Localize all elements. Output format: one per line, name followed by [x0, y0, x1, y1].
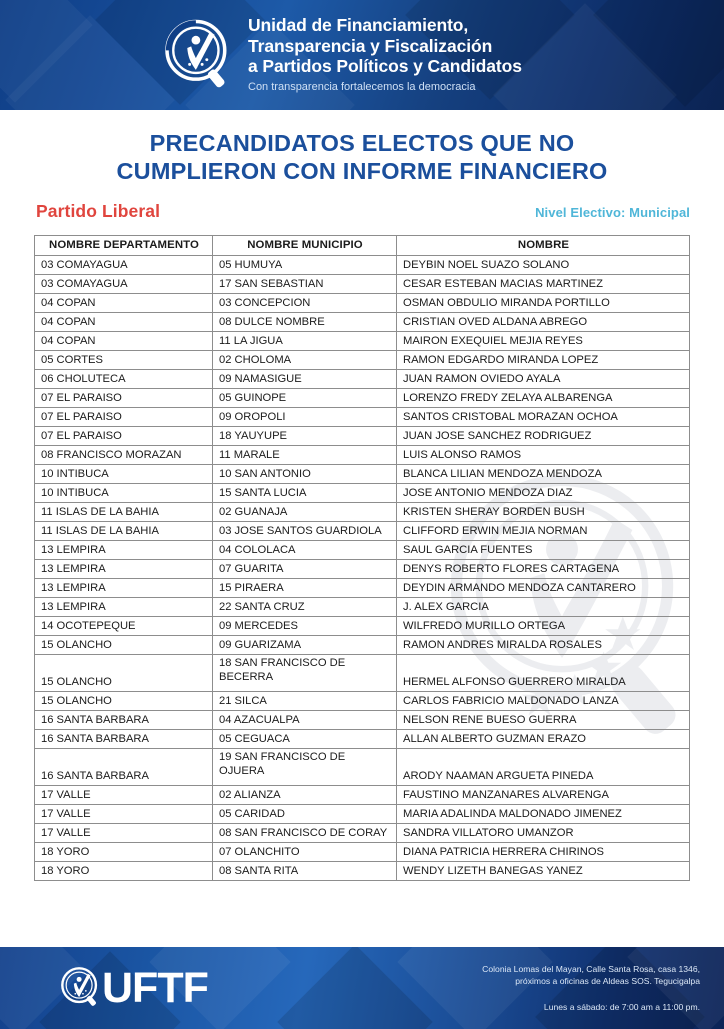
cell-municipio: 02 CHOLOMA [213, 351, 397, 370]
table-row [35, 503, 690, 522]
footer-contact [482, 963, 700, 1013]
footer-address-line-1: Colonia Lomas del Mayan, Calle Santa Rosa, casa 1346, [482, 964, 700, 974]
table-row [35, 786, 690, 805]
table-row [35, 711, 690, 730]
cell-nombre: SAUL GARCIA FUENTES [397, 541, 690, 560]
page-title-line-2: CUMPLIERON CON INFORME FINANCIERO [116, 158, 608, 184]
page-body [0, 115, 724, 947]
table-row [35, 824, 690, 843]
cell-nombre: DENYS ROBERTO FLORES CARTAGENA [397, 560, 690, 579]
cell-nombre: WENDY LIZETH BANEGAS YANEZ [397, 862, 690, 881]
table-row [35, 389, 690, 408]
cell-nombre: DEYDIN ARMANDO MENDOZA CANTARERO [397, 579, 690, 598]
cell-municipio: 09 NAMASIGUE [213, 370, 397, 389]
cell-departamento: 04 COPAN [35, 332, 213, 351]
page-title-line-1: PRECANDIDATOS ELECTOS QUE NO [149, 130, 575, 156]
header-title-line-2: Transparencia y Fiscalización [248, 35, 493, 56]
cell-departamento: 13 LEMPIRA [35, 598, 213, 617]
cell-municipio: 02 GUANAJA [213, 503, 397, 522]
cell-departamento: 04 COPAN [35, 313, 213, 332]
cell-departamento: 15 OLANCHO [35, 655, 213, 692]
table-row [35, 427, 690, 446]
cell-departamento: 08 FRANCISCO MORAZAN [35, 446, 213, 465]
cell-departamento: 10 INTIBUCA [35, 484, 213, 503]
cell-nombre: CRISTIAN OVED ALDANA ABREGO [397, 313, 690, 332]
cell-nombre: JUAN JOSE SANCHEZ RODRIGUEZ [397, 427, 690, 446]
cell-departamento: 03 COMAYAGUA [35, 275, 213, 294]
table-row [35, 484, 690, 503]
header-tagline: Con transparencia fortalecemos la democracia [248, 80, 476, 93]
cell-municipio: 03 CONCEPCION [213, 294, 397, 313]
cell-municipio: 04 AZACUALPA [213, 711, 397, 730]
table-row [35, 843, 690, 862]
table-row [35, 294, 690, 313]
table-row [35, 351, 690, 370]
table-row [35, 805, 690, 824]
magnifier-check-person-logo [160, 16, 238, 94]
footer-brand-name: UFTF [102, 964, 208, 1012]
cell-nombre: KRISTEN SHERAY BORDEN BUSH [397, 503, 690, 522]
cell-departamento: 11 ISLAS DE LA BAHIA [35, 522, 213, 541]
cell-nombre: LORENZO FREDY ZELAYA ALBARENGA [397, 389, 690, 408]
table-row [35, 370, 690, 389]
cell-nombre: SANDRA VILLATORO UMANZOR [397, 824, 690, 843]
cell-nombre: MARIA ADALINDA MALDONADO JIMENEZ [397, 805, 690, 824]
cell-departamento: 13 LEMPIRA [35, 541, 213, 560]
precandidates-table [34, 235, 690, 881]
cell-departamento: 11 ISLAS DE LA BAHIA [35, 503, 213, 522]
cell-municipio: 18 YAUYUPE [213, 427, 397, 446]
cell-nombre: CARLOS FABRICIO MALDONADO LANZA [397, 692, 690, 711]
table-row [35, 692, 690, 711]
table-row [35, 275, 690, 294]
cell-nombre: ARODY NAAMAN ARGUETA PINEDA [397, 749, 690, 786]
cell-municipio: 07 GUARITA [213, 560, 397, 579]
election-level-label: Nivel Electivo: Municipal [535, 205, 690, 220]
cell-departamento: 05 CORTES [35, 351, 213, 370]
cell-nombre: BLANCA LILIAN MENDOZA MENDOZA [397, 465, 690, 484]
cell-municipio: 11 LA JIGUA [213, 332, 397, 351]
cell-departamento: 07 EL PARAISO [35, 427, 213, 446]
table-row [35, 655, 690, 692]
cell-departamento: 14 OCOTEPEQUE [35, 617, 213, 636]
cell-nombre: JUAN RAMON OVIEDO AYALA [397, 370, 690, 389]
cell-municipio: 11 MARALE [213, 446, 397, 465]
header-title-line-3: a Partidos Políticos y Candidatos [248, 56, 522, 77]
cell-nombre: OSMAN OBDULIO MIRANDA PORTILLO [397, 294, 690, 313]
cell-departamento: 13 LEMPIRA [35, 579, 213, 598]
cell-departamento: 03 COMAYAGUA [35, 256, 213, 275]
cell-nombre: DEYBIN NOEL SUAZO SOLANO [397, 256, 690, 275]
cell-municipio: 21 SILCA [213, 692, 397, 711]
table-header-row [35, 236, 690, 256]
cell-municipio: 05 HUMUYA [213, 256, 397, 275]
footer-address-line-2: próximos a oficinas de Aldeas SOS. Tegucigalpa [515, 976, 700, 986]
cell-nombre: ALLAN ALBERTO GUZMAN ERAZO [397, 730, 690, 749]
cell-departamento: 06 CHOLUTECA [35, 370, 213, 389]
table-row [35, 408, 690, 427]
column-header-nombre: NOMBRE [397, 236, 690, 256]
footer-hours: Lunes a sábado: de 7:00 am a 11:00 pm. [543, 1002, 700, 1012]
cell-nombre: WILFREDO MURILLO ORTEGA [397, 617, 690, 636]
page-header [0, 0, 724, 110]
cell-municipio: 04 COLOLACA [213, 541, 397, 560]
subtitle-row [0, 185, 724, 222]
table-row [35, 598, 690, 617]
table-row [35, 256, 690, 275]
party-label: Partido Liberal [36, 201, 161, 221]
cell-departamento: 15 OLANCHO [35, 692, 213, 711]
table-row [35, 465, 690, 484]
table-row [35, 332, 690, 351]
cell-nombre: JOSE ANTONIO MENDOZA DIAZ [397, 484, 690, 503]
cell-municipio: 08 SANTA RITA [213, 862, 397, 881]
cell-municipio: 09 GUARIZAMA [213, 636, 397, 655]
cell-nombre: DIANA PATRICIA HERRERA CHIRINOS [397, 843, 690, 862]
cell-municipio: 08 SAN FRANCISCO DE CORAY [213, 824, 397, 843]
table-row [35, 541, 690, 560]
cell-nombre: SANTOS CRISTOBAL MORAZAN OCHOA [397, 408, 690, 427]
cell-municipio: 15 SANTA LUCIA [213, 484, 397, 503]
table-row [35, 730, 690, 749]
column-header-departamento: NOMBRE DEPARTAMENTO [35, 236, 213, 256]
table-body [35, 256, 690, 881]
cell-municipio: 10 SAN ANTONIO [213, 465, 397, 484]
cell-departamento: 15 OLANCHO [35, 636, 213, 655]
cell-departamento: 17 VALLE [35, 824, 213, 843]
cell-nombre: RAMON EDGARDO MIRANDA LOPEZ [397, 351, 690, 370]
cell-municipio: 19 SAN FRANCISCO DE OJUERA [213, 749, 397, 786]
cell-departamento: 04 COPAN [35, 294, 213, 313]
table-row [35, 522, 690, 541]
footer-brand [58, 964, 208, 1012]
table-container [0, 222, 724, 881]
cell-municipio: 05 GUINOPE [213, 389, 397, 408]
magnifier-check-person-logo [58, 964, 106, 1012]
cell-municipio: 05 CARIDAD [213, 805, 397, 824]
cell-municipio: 17 SAN SEBASTIAN [213, 275, 397, 294]
cell-nombre: J. ALEX GARCIA [397, 598, 690, 617]
cell-municipio: 09 OROPOLI [213, 408, 397, 427]
table-row [35, 579, 690, 598]
cell-nombre: NELSON RENE BUESO GUERRA [397, 711, 690, 730]
cell-municipio: 05 CEGUACA [213, 730, 397, 749]
cell-departamento: 07 EL PARAISO [35, 408, 213, 427]
cell-municipio: 03 JOSE SANTOS GUARDIOLA [213, 522, 397, 541]
cell-departamento: 16 SANTA BARBARA [35, 730, 213, 749]
cell-municipio: 15 PIRAERA [213, 579, 397, 598]
table-row [35, 749, 690, 786]
cell-departamento: 10 INTIBUCA [35, 465, 213, 484]
cell-departamento: 16 SANTA BARBARA [35, 749, 213, 786]
cell-departamento: 13 LEMPIRA [35, 560, 213, 579]
cell-municipio: 08 DULCE NOMBRE [213, 313, 397, 332]
cell-nombre: FAUSTINO MANZANARES ALVARENGA [397, 786, 690, 805]
cell-municipio: 07 OLANCHITO [213, 843, 397, 862]
cell-municipio: 22 SANTA CRUZ [213, 598, 397, 617]
column-header-municipio: NOMBRE MUNICIPIO [213, 236, 397, 256]
table-row [35, 617, 690, 636]
page-footer [0, 947, 724, 1029]
cell-departamento: 18 YORO [35, 862, 213, 881]
cell-municipio: 02 ALIANZA [213, 786, 397, 805]
cell-departamento: 17 VALLE [35, 805, 213, 824]
cell-nombre: HERMEL ALFONSO GUERRERO MIRALDA [397, 655, 690, 692]
cell-departamento: 18 YORO [35, 843, 213, 862]
cell-departamento: 07 EL PARAISO [35, 389, 213, 408]
cell-municipio: 18 SAN FRANCISCO DE BECERRA [213, 655, 397, 692]
cell-nombre: RAMON ANDRES MIRALDA ROSALES [397, 636, 690, 655]
table-row [35, 862, 690, 881]
header-title-line-1: Unidad de Financiamiento, [248, 15, 469, 36]
cell-departamento: 16 SANTA BARBARA [35, 711, 213, 730]
table-row [35, 560, 690, 579]
cell-nombre: CLIFFORD ERWIN MEJIA NORMAN [397, 522, 690, 541]
cell-departamento: 17 VALLE [35, 786, 213, 805]
cell-nombre: MAIRON EXEQUIEL MEJIA REYES [397, 332, 690, 351]
cell-nombre: LUIS ALONSO RAMOS [397, 446, 690, 465]
table-row [35, 446, 690, 465]
table-row [35, 636, 690, 655]
page-title [0, 115, 724, 185]
table-row [35, 313, 690, 332]
cell-municipio: 09 MERCEDES [213, 617, 397, 636]
cell-nombre: CESAR ESTEBAN MACIAS MARTINEZ [397, 275, 690, 294]
